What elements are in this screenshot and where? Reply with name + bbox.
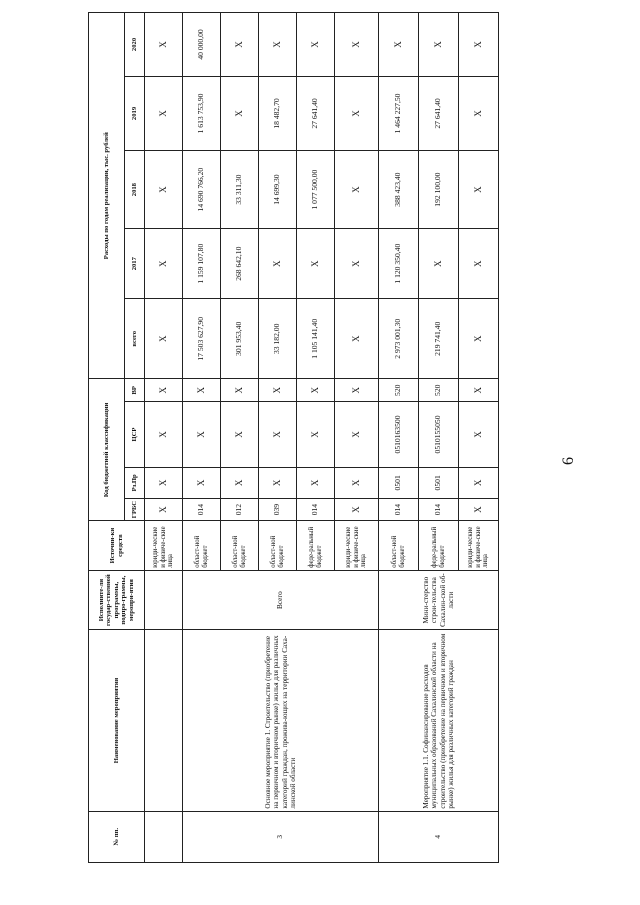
header-vr: ВР — [125, 379, 145, 402]
header-total: всего — [125, 299, 145, 379]
rzpr-cell: X — [259, 467, 297, 498]
source-cell: юриди-ческие и физиче-ские лица — [145, 521, 183, 570]
csr-cell: X — [221, 402, 259, 468]
header-executor: Исполните-ли государ-ственной программы, подпро-граммы, меропри-ятия — [89, 570, 145, 630]
executor: Мини-стерство строи-тельства Сахалин-ской об-ласти — [379, 570, 499, 630]
y2019-cell: 1 464 227,50 — [379, 76, 419, 150]
source-cell: юриди-ческие и физиче-ские лица — [335, 521, 379, 570]
y2019-cell: X — [335, 76, 379, 150]
y2017-cell: X — [459, 229, 499, 299]
grbs-cell: 014 — [297, 498, 335, 521]
table-header — [89, 13, 145, 863]
event-name: Мероприятие 1.1. Софинансирование расходов муниципальных образований Сахалинской области на строительство (приобретение на первичном и вторичном рынке) жилья для различных категорий граждан — [379, 630, 499, 811]
grbs-cell: X — [335, 498, 379, 521]
header-2018: 2018 — [125, 151, 145, 229]
csr-cell: X — [145, 402, 183, 468]
vr-cell: 520 — [379, 379, 419, 402]
rzpr-cell: 0501 — [379, 467, 419, 498]
y2020-cell: X — [379, 13, 419, 77]
y2017-cell: 1 159 107,80 — [183, 229, 221, 299]
source-cell: област-ной бюджет — [183, 521, 221, 570]
header-grbs: ГРБС — [125, 498, 145, 521]
vr-cell: X — [221, 379, 259, 402]
y2019-cell: 27 641,40 — [297, 76, 335, 150]
executor: Всего — [183, 570, 379, 630]
total-cell: 301 953,40 — [221, 299, 259, 379]
table-row — [379, 13, 419, 863]
rzpr-cell: X — [221, 467, 259, 498]
grbs-cell: 039 — [259, 498, 297, 521]
total-cell: X — [145, 299, 183, 379]
y2019-cell: 18 482,70 — [259, 76, 297, 150]
y2019-cell: X — [221, 76, 259, 150]
rzpr-cell: 0501 — [419, 467, 459, 498]
grbs-cell: X — [145, 498, 183, 521]
vr-cell: X — [145, 379, 183, 402]
y2017-cell: 1 120 350,40 — [379, 229, 419, 299]
y2020-cell: X — [259, 13, 297, 77]
total-cell: X — [335, 299, 379, 379]
header-2020: 2020 — [125, 13, 145, 77]
y2020-cell: X — [335, 13, 379, 77]
y2017-cell: X — [419, 229, 459, 299]
y2019-cell: X — [145, 76, 183, 150]
total-cell: 17 503 627,90 — [183, 299, 221, 379]
grbs-cell: 014 — [379, 498, 419, 521]
num-cell — [145, 811, 183, 862]
vr-cell: X — [183, 379, 221, 402]
y2018-cell: 192 100,00 — [419, 151, 459, 229]
total-cell: 33 182,00 — [259, 299, 297, 379]
total-cell: 1 105 141,40 — [297, 299, 335, 379]
source-cell: област-ной бюджет — [259, 521, 297, 570]
header-num: № пп. — [89, 811, 145, 862]
csr-cell: X — [259, 402, 297, 468]
csr-cell: 0510163500 — [379, 402, 419, 468]
y2018-cell: 33 311,30 — [221, 151, 259, 229]
csr-cell: X — [335, 402, 379, 468]
grbs-cell: 014 — [183, 498, 221, 521]
y2018-cell: 14 699,30 — [259, 151, 297, 229]
row-number: 3 — [183, 811, 379, 862]
source-cell: феде-ральный бюджет — [419, 521, 459, 570]
y2017-cell: X — [335, 229, 379, 299]
y2020-cell: X — [145, 13, 183, 77]
total-cell: 219 741,40 — [419, 299, 459, 379]
header-expenses: Расходы по годам реализации, тыс. рублей — [89, 13, 125, 379]
vr-cell: X — [459, 379, 499, 402]
csr-cell: X — [459, 402, 499, 468]
expenses-table — [88, 12, 499, 863]
y2018-cell: X — [145, 151, 183, 229]
y2018-cell: 1 077 500,00 — [297, 151, 335, 229]
y2019-cell: 1 613 753,90 — [183, 76, 221, 150]
event-name-cell — [145, 630, 183, 811]
source-cell: феде-ральный бюджет — [297, 521, 335, 570]
y2018-cell: X — [335, 151, 379, 229]
source-cell: юриди-ческие и физиче-ские лица — [459, 521, 499, 570]
y2017-cell: X — [297, 229, 335, 299]
y2019-cell: X — [459, 76, 499, 150]
page-number: 6 — [560, 457, 577, 465]
header-budget-code: Код бюджетной классификации — [89, 379, 125, 521]
y2020-cell: X — [221, 13, 259, 77]
header-rzpr: Рз.Пр — [125, 467, 145, 498]
y2018-cell: X — [459, 151, 499, 229]
table-row — [183, 13, 221, 863]
y2018-cell: 14 690 766,20 — [183, 151, 221, 229]
csr-cell: 0510155050 — [419, 402, 459, 468]
y2018-cell: 388 423,40 — [379, 151, 419, 229]
grbs-cell: 012 — [221, 498, 259, 521]
y2017-cell: 268 642,10 — [221, 229, 259, 299]
csr-cell: X — [297, 402, 335, 468]
source-cell: област-ной бюджет — [221, 521, 259, 570]
vr-cell: X — [297, 379, 335, 402]
y2020-cell: X — [419, 13, 459, 77]
y2017-cell: X — [145, 229, 183, 299]
y2020-cell: 40 000,00 — [183, 13, 221, 77]
rzpr-cell: X — [183, 467, 221, 498]
header-source: Источни-ки средств — [89, 521, 145, 570]
csr-cell: X — [183, 402, 221, 468]
header-2019: 2019 — [125, 76, 145, 150]
vr-cell: X — [259, 379, 297, 402]
event-name: Основное мероприятие 1. Строительство (приобретение на первичном и вторичном рынке) жилья для различных категорий граждан, прожива-ющих на территории Саха-линской области — [183, 630, 379, 811]
executor-cell — [145, 570, 183, 630]
total-cell: X — [459, 299, 499, 379]
rzpr-cell: X — [145, 467, 183, 498]
y2019-cell: 27 641,40 — [419, 76, 459, 150]
vr-cell: 520 — [419, 379, 459, 402]
header-csr: ЦСР — [125, 402, 145, 468]
header-2017: 2017 — [125, 229, 145, 299]
y2017-cell: X — [259, 229, 297, 299]
grbs-cell: X — [459, 498, 499, 521]
rzpr-cell: X — [297, 467, 335, 498]
table-row — [145, 13, 183, 863]
grbs-cell: 014 — [419, 498, 459, 521]
total-cell: 2 973 001,30 — [379, 299, 419, 379]
y2020-cell: X — [297, 13, 335, 77]
rzpr-cell: X — [335, 467, 379, 498]
header-event-name: Наименование мероприятия — [89, 630, 145, 811]
source-cell: област-ной бюджет — [379, 521, 419, 570]
y2020-cell: X — [459, 13, 499, 77]
rzpr-cell: X — [459, 467, 499, 498]
row-number: 4 — [379, 811, 499, 862]
vr-cell: X — [335, 379, 379, 402]
